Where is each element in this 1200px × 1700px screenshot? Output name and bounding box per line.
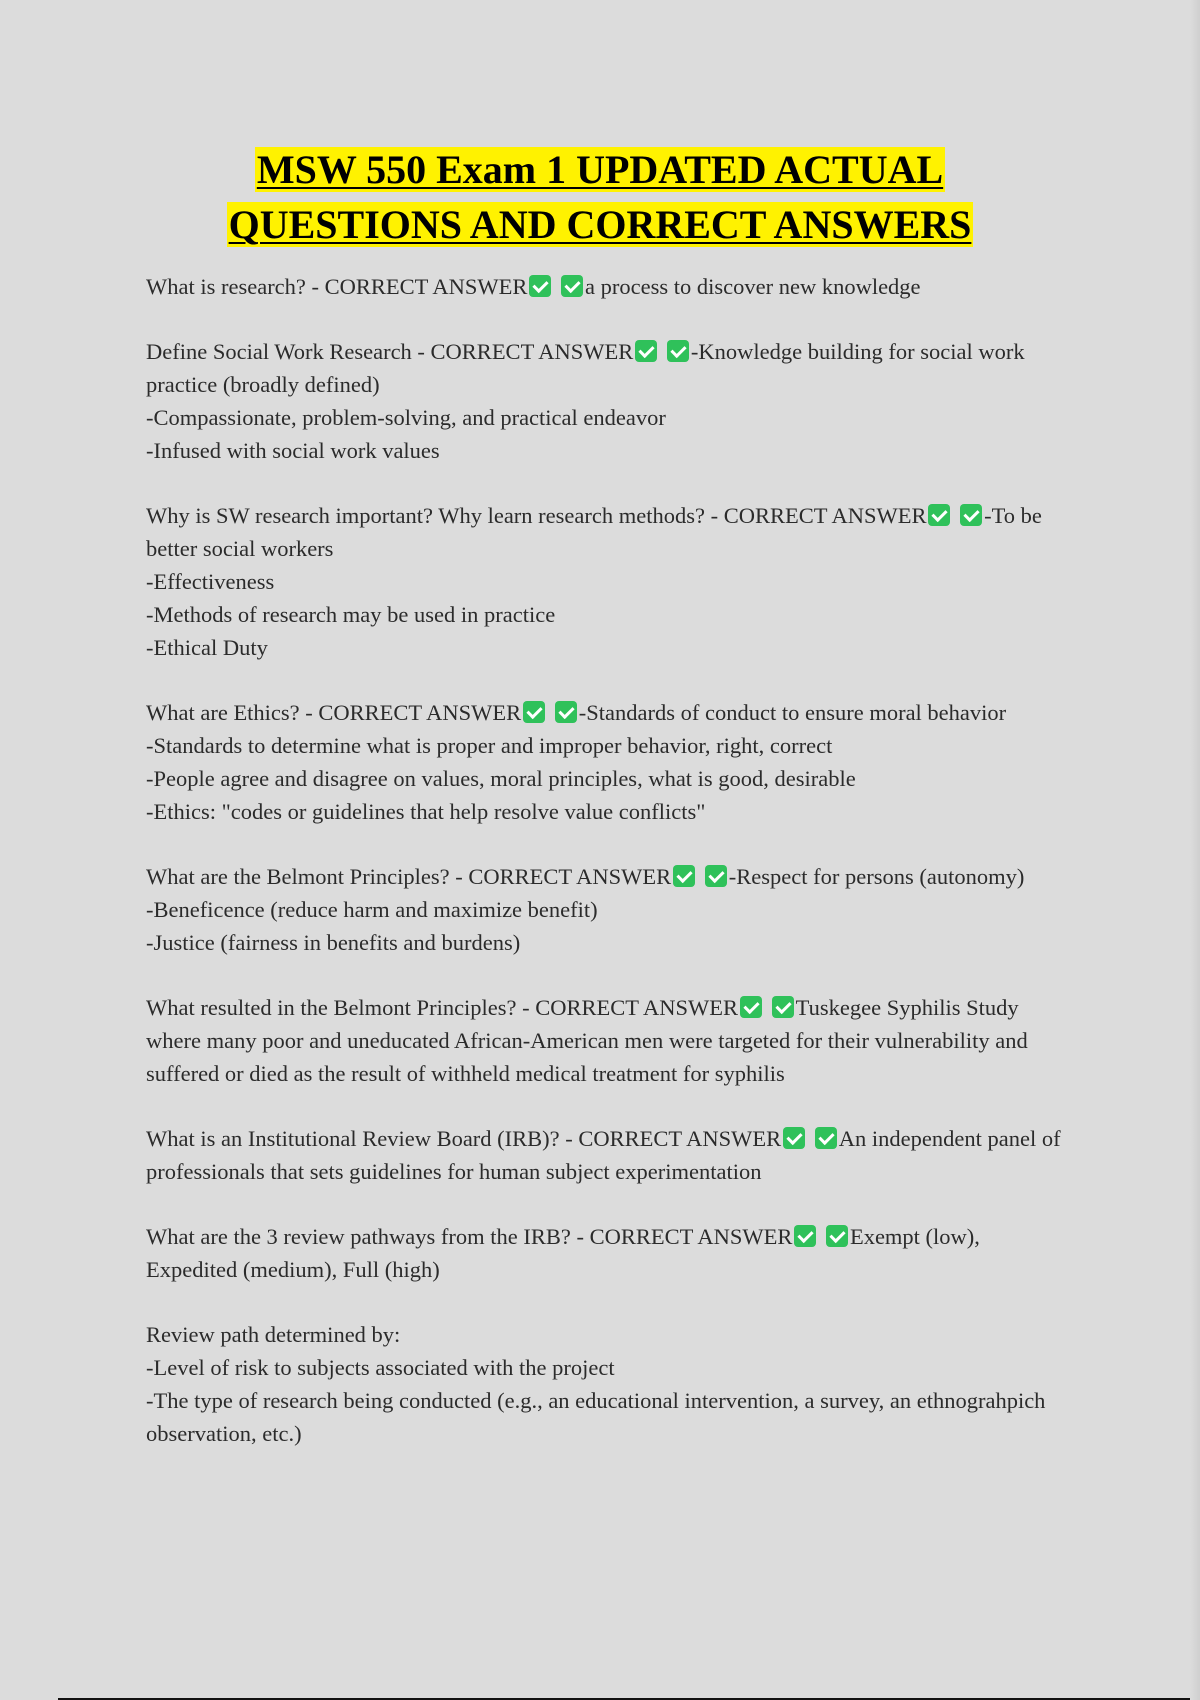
answer-text: Tuskegee Syphilis Study where many poor and uneducated African-American men were targeted for their vulnerability and suffered or died as the result of withheld medical treatment for syphilis — [146, 995, 1028, 1086]
answer-text: -To be better social workers — [146, 503, 1042, 561]
check-mark-icon — [960, 504, 982, 526]
qa-question-line — [146, 860, 1076, 893]
document-title — [100, 142, 1100, 252]
question-text: Why is SW research important? Why learn research methods? - CORRECT ANSWER — [146, 503, 927, 528]
answer-line: -Beneficence (reduce harm and maximize benefit) — [146, 897, 598, 922]
check-mark-icon — [529, 275, 551, 297]
qa-question-line — [146, 1122, 1076, 1188]
question-text: What are Ethics? - CORRECT ANSWER — [146, 700, 522, 725]
check-mark-icon — [772, 996, 794, 1018]
question-text: What are the Belmont Principles? - CORRECT ANSWER — [146, 864, 672, 889]
answer-text: Exempt (low), Expedited (medium), Full (high) — [146, 1224, 980, 1282]
check-mark-icon — [783, 1127, 805, 1149]
answer-line: -Justice (fairness in benefits and burdens) — [146, 930, 521, 955]
answer-line: -Compassionate, problem-solving, and practical endeavor — [146, 405, 666, 430]
qa-item — [146, 696, 1076, 828]
title-line-1: MSW 550 Exam 1 UPDATED ACTUAL — [256, 147, 944, 192]
title-line-2: QUESTIONS AND CORRECT ANSWERS — [228, 202, 972, 247]
answer-text: -Knowledge building for social work practice (broadly defined) — [146, 339, 1025, 397]
answer-text: a process to discover new knowledge — [585, 274, 921, 299]
question-text: What is an Institutional Review Board (IRB)? - CORRECT ANSWER — [146, 1126, 782, 1151]
check-mark-icon — [561, 275, 583, 297]
answer-line: -Infused with social work values — [146, 438, 440, 463]
answer-line: -Effectiveness — [146, 569, 275, 594]
answer-line: -Standards to determine what is proper and improper behavior, right, correct — [146, 733, 833, 758]
qa-question-line — [146, 335, 1076, 401]
check-mark-icon — [826, 1225, 848, 1247]
answer-line: -People agree and disagree on values, moral principles, what is good, desirable — [146, 766, 856, 791]
qa-item — [146, 499, 1076, 664]
review-path-line: -The type of research being conducted (e.g., an educational intervention, a survey, an ethnograhpich observation, etc.) — [146, 1388, 1046, 1446]
question-text: What resulted in the Belmont Principles? - CORRECT ANSWER — [146, 995, 739, 1020]
qa-item — [146, 991, 1076, 1090]
qa-question-line — [146, 991, 1076, 1090]
answer-line: -Ethics: "codes or guidelines that help resolve value conflicts" — [146, 799, 706, 824]
qa-content — [146, 270, 1076, 1482]
qa-question-line — [146, 499, 1076, 565]
page-edge — [1190, 0, 1200, 1700]
check-mark-icon — [635, 340, 657, 362]
question-text: What is research? - CORRECT ANSWER — [146, 274, 528, 299]
answer-text: -Standards of conduct to ensure moral behavior — [578, 700, 1007, 725]
check-mark-icon — [523, 701, 545, 723]
check-mark-icon — [740, 996, 762, 1018]
answer-line: -Ethical Duty — [146, 635, 268, 660]
qa-question-line — [146, 270, 1076, 303]
check-mark-icon — [815, 1127, 837, 1149]
qa-question-line — [146, 1220, 1076, 1286]
qa-item — [146, 335, 1076, 467]
qa-item — [146, 860, 1076, 959]
answer-text: An independent panel of professionals that sets guidelines for human subject experimentation — [146, 1126, 1061, 1184]
review-path-line: -Level of risk to subjects associated with the project — [146, 1355, 615, 1380]
question-text: What are the 3 review pathways from the IRB? - CORRECT ANSWER — [146, 1224, 793, 1249]
qa-item — [146, 1122, 1076, 1188]
qa-item — [146, 270, 1076, 303]
check-mark-icon — [928, 504, 950, 526]
review-path-block — [146, 1318, 1076, 1450]
check-mark-icon — [673, 865, 695, 887]
question-text: Define Social Work Research - CORRECT ANSWER — [146, 339, 634, 364]
review-path-heading: Review path determined by: — [146, 1322, 401, 1347]
qa-item — [146, 1220, 1076, 1286]
check-mark-icon — [794, 1225, 816, 1247]
check-mark-icon — [555, 701, 577, 723]
answer-text: -Respect for persons (autonomy) — [728, 864, 1025, 889]
answer-line: -Methods of research may be used in practice — [146, 602, 556, 627]
qa-question-line — [146, 696, 1076, 729]
check-mark-icon — [705, 865, 727, 887]
check-mark-icon — [667, 340, 689, 362]
